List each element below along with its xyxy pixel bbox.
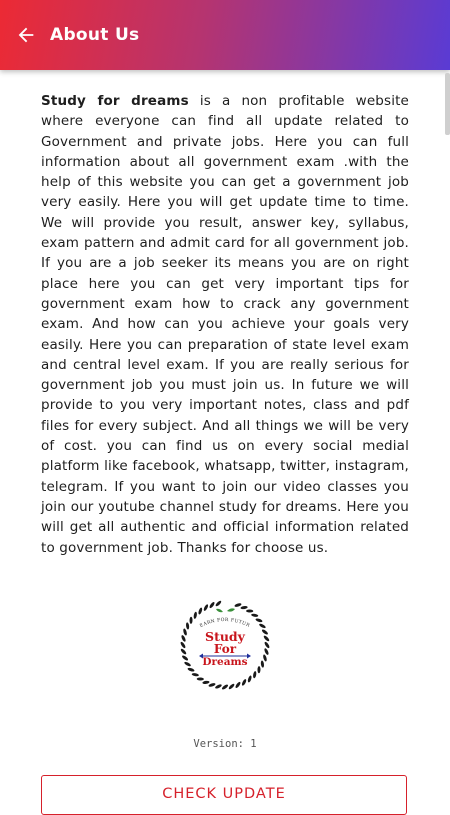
app-bar: [0, 0, 450, 70]
scrollbar[interactable]: [445, 73, 450, 135]
back-button[interactable]: [12, 21, 40, 49]
brand-name: Study for dreams: [41, 93, 189, 109]
page-title: About Us: [50, 25, 140, 45]
version-label: Version: 1: [193, 738, 257, 750]
about-paragraph: [41, 91, 409, 558]
logo-text-study: Study: [205, 629, 245, 644]
study-for-dreams-logo: [177, 597, 273, 693]
arrow-left-icon: [15, 24, 37, 46]
leaf-mark-icon: [216, 608, 235, 612]
logo-text-for: For: [213, 642, 237, 656]
logo-text-dreams: Dreams: [202, 656, 248, 668]
about-content: [41, 91, 409, 558]
logo-tagline: EARN FOR FUTUR: [199, 617, 251, 630]
check-update-button[interactable]: CHECK UPDATE: [41, 775, 407, 815]
about-body: is a non profitable website where everyone can find all update related to Government and private jobs. Here you can full information about all government exam .with the help of this website you can get a government job very easily. Here you will get update time to time. We will provide you result, answer key, syllabus, exam pattern and admit card for all government job. If you are a job seeker its means you are on right place here you can get very important tips for government exam how to crack any government exam. And how can you achieve your goals very easily. Here you can preparation of state level exam and central level exam. If you are really serious for government job you must join us. In future we will provide to you very important notes, class and pdf files for every subject. And all things we will be very of cost. you can find us on every social medial platform like facebook, whatsapp, twitter, instagram, telegram. If you want to join our video classes you join our youtube channel study for dreams. Here you will get all authentic and official information related to government job. Thanks for choose us.: [41, 93, 410, 556]
